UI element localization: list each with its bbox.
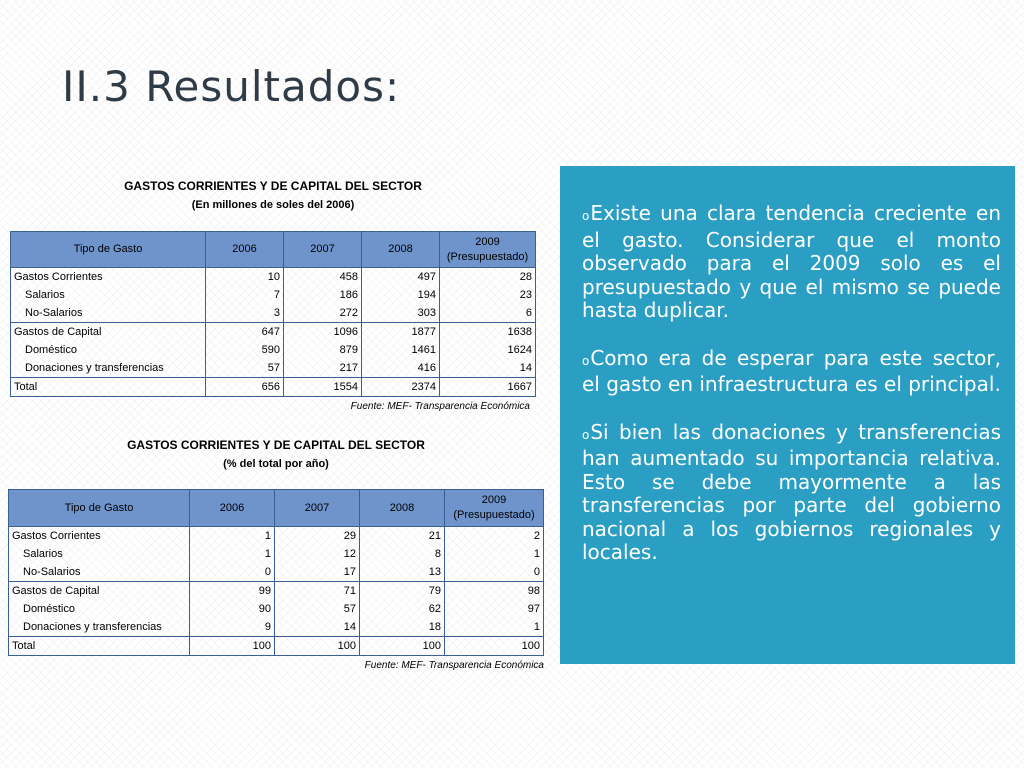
cell: 57 — [206, 359, 284, 378]
cell: 18 — [360, 618, 445, 637]
commentary-panel — [560, 166, 1015, 664]
row-label: Gastos Corrientes — [9, 527, 190, 546]
bullet-marker: o — [582, 353, 590, 368]
cell: 71 — [275, 582, 360, 601]
column-header — [445, 490, 544, 527]
bullet-text: Como era de esperar para este sector, el gasto en infraestructura es el principal. — [582, 345, 1001, 396]
data-table — [10, 231, 536, 397]
table-row — [11, 323, 536, 342]
cell: 100 — [275, 637, 360, 656]
cell: 3 — [206, 304, 284, 323]
column-header: 2008 — [362, 232, 440, 268]
bullet-item — [582, 347, 1001, 397]
cell: 100 — [445, 637, 544, 656]
row-label: Doméstico — [9, 600, 190, 618]
bullet-marker: o — [582, 427, 590, 442]
header-note: (Presupuestado) — [453, 509, 535, 521]
cell: 21 — [360, 527, 445, 546]
cell: 6 — [440, 304, 536, 323]
table-subtitle: (En millones de soles del 2006) — [191, 199, 355, 211]
cell: 1624 — [440, 341, 536, 359]
cell: 1877 — [362, 323, 440, 342]
table-row — [9, 618, 544, 637]
cell: 79 — [360, 582, 445, 601]
cell: 1 — [190, 527, 275, 546]
cell: 9 — [190, 618, 275, 637]
cell: 14 — [275, 618, 360, 637]
data-table — [8, 489, 544, 656]
cell: 12 — [275, 545, 360, 563]
cell: 0 — [190, 563, 275, 582]
column-header: 2007 — [284, 232, 362, 268]
column-header: 2008 — [360, 490, 445, 527]
table-row — [9, 563, 544, 582]
bullet-text: Si bien las donaciones y transferencias han aumentado su importancia relativa. Esto se debe mayormente a las transferencias por parte del gobierno nacional a los gobiernos regionales y locales. — [582, 419, 1001, 564]
row-label: No-Salarios — [11, 304, 206, 323]
column-header: Tipo de Gasto — [9, 490, 190, 527]
table-source: Fuente: MEF- Transparencia Económica — [350, 401, 530, 412]
cell: 186 — [284, 286, 362, 304]
cell: 100 — [190, 637, 275, 656]
cell: 98 — [445, 582, 544, 601]
cell: 28 — [440, 268, 536, 287]
header-note: (Presupuestado) — [446, 250, 529, 263]
cell: 13 — [360, 563, 445, 582]
row-label: Donaciones y transferencias — [9, 618, 190, 637]
row-label: Gastos de Capital — [9, 582, 190, 601]
cell: 7 — [206, 286, 284, 304]
column-header — [440, 232, 536, 268]
cell: 17 — [275, 563, 360, 582]
cell: 1554 — [284, 378, 362, 397]
table-row — [11, 304, 536, 323]
bullet-item — [582, 202, 1001, 323]
table-row — [11, 268, 536, 287]
row-label: Total — [9, 637, 190, 656]
cell: 1638 — [440, 323, 536, 342]
cell: 1667 — [440, 378, 536, 397]
bullet-item — [582, 421, 1001, 565]
cell: 99 — [190, 582, 275, 601]
slide-title: II.3 Resultados: — [62, 62, 401, 111]
table-row-total — [9, 637, 544, 656]
cell: 217 — [284, 359, 362, 378]
table-block-percent — [8, 435, 544, 674]
table-row — [9, 582, 544, 601]
cell: 29 — [275, 527, 360, 546]
row-label: Salarios — [9, 545, 190, 563]
bullet-marker: o — [582, 209, 590, 223]
cell: 416 — [362, 359, 440, 378]
cell: 2 — [445, 527, 544, 546]
column-header: 2007 — [275, 490, 360, 527]
table-row — [11, 341, 536, 359]
column-header: Tipo de Gasto — [11, 232, 206, 268]
cell: 62 — [360, 600, 445, 618]
table-source: Fuente: MEF- Transparencia Económica — [364, 660, 544, 671]
cell: 100 — [360, 637, 445, 656]
cell: 8 — [360, 545, 445, 563]
table-row — [11, 359, 536, 378]
row-label: No-Salarios — [9, 563, 190, 582]
table-row — [9, 600, 544, 618]
cell: 879 — [284, 341, 362, 359]
cell: 0 — [445, 563, 544, 582]
cell: 1461 — [362, 341, 440, 359]
table-row — [9, 545, 544, 563]
bullet-text: Existe una clara tendencia creciente en el gasto. Considerar que el monto observado para el 2009 solo es el presupuestado y que el mismo se puede hasta duplicar. — [582, 201, 1001, 322]
cell: 10 — [206, 268, 284, 287]
row-label: Gastos de Capital — [11, 323, 206, 342]
table-row — [9, 527, 544, 546]
cell: 23 — [440, 286, 536, 304]
row-label: Salarios — [11, 286, 206, 304]
cell: 656 — [206, 378, 284, 397]
cell: 647 — [206, 323, 284, 342]
table-title: GASTOS CORRIENTES Y DE CAPITAL DEL SECTOR — [127, 438, 425, 452]
cell: 1 — [445, 545, 544, 563]
cell: 1 — [190, 545, 275, 563]
cell: 590 — [206, 341, 284, 359]
table-subtitle: (% del total por año) — [223, 458, 329, 470]
cell: 97 — [445, 600, 544, 618]
row-label: Gastos Corrientes — [11, 268, 206, 287]
column-header: 2006 — [190, 490, 275, 527]
row-label: Doméstico — [11, 341, 206, 359]
row-label: Donaciones y transferencias — [11, 359, 206, 378]
table-block-millions — [10, 176, 536, 415]
table-row — [11, 286, 536, 304]
cell: 458 — [284, 268, 362, 287]
table-row-total — [11, 378, 536, 397]
cell: 90 — [190, 600, 275, 618]
cell: 57 — [275, 600, 360, 618]
cell: 497 — [362, 268, 440, 287]
cell: 2374 — [362, 378, 440, 397]
column-header: 2006 — [206, 232, 284, 268]
header-year: 2009 — [481, 494, 507, 506]
cell: 14 — [440, 359, 536, 378]
cell: 272 — [284, 304, 362, 323]
cell: 1096 — [284, 323, 362, 342]
header-year: 2009 — [475, 235, 500, 248]
cell: 1 — [445, 618, 544, 637]
cell: 194 — [362, 286, 440, 304]
table-title: GASTOS CORRIENTES Y DE CAPITAL DEL SECTOR — [124, 179, 422, 193]
row-label: Total — [11, 378, 206, 397]
cell: 303 — [362, 304, 440, 323]
